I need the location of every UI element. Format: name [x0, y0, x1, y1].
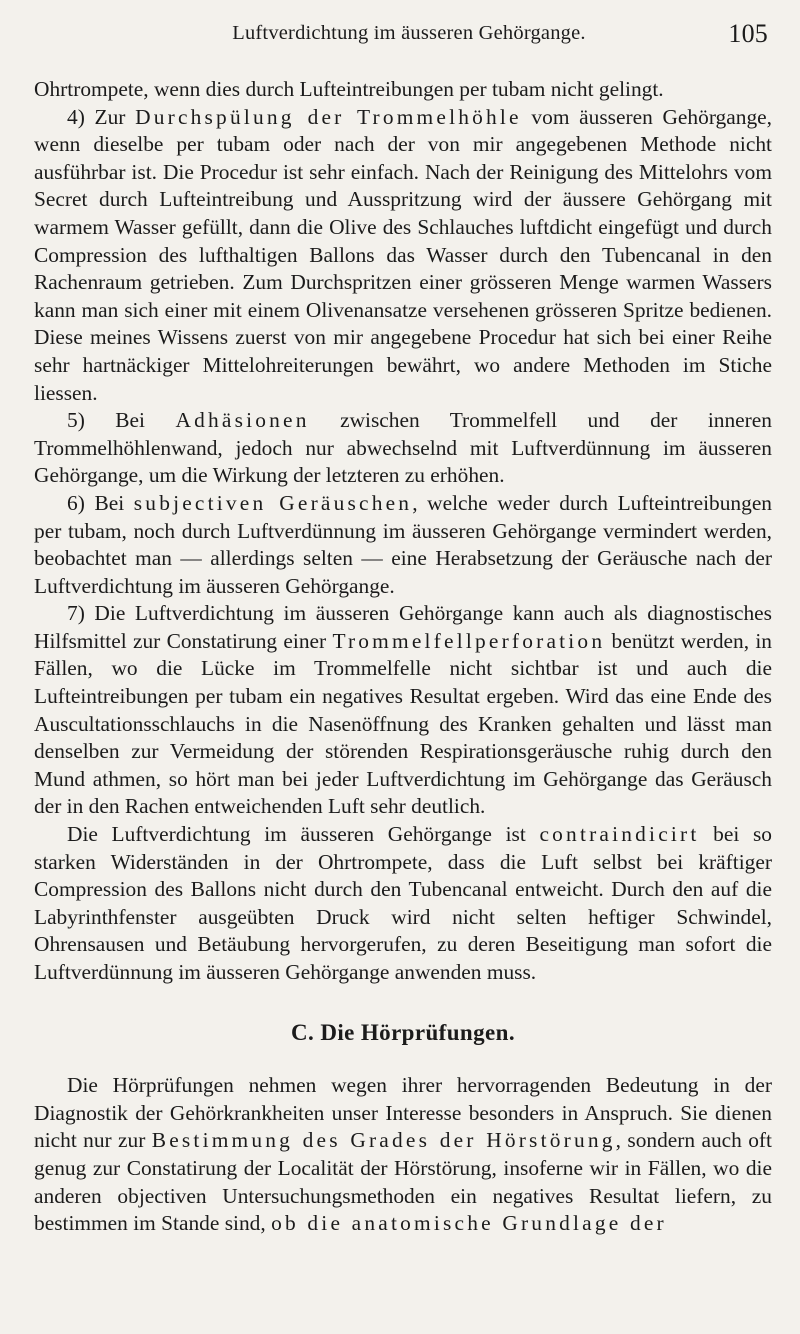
- paragraph-item-4: [34, 104, 772, 408]
- spaced-emphasis: Adhäsionen: [175, 408, 310, 433]
- paragraph-text: vom äusseren Gehörgange, wenn dieselbe per tubam oder nach der von mir angegebenen Methode nicht ausführbar ist. Die Procedur ist sehr einfach. Nach der Reinigung des Mittelohrs vom Secret durch Lufteintreibung und Ausspritzung wird der äussere Gehörgang mit warmem Wasser gefüllt, dann die Olive des Schlauches luftdicht eingefügt und durch Compression des lufthaltigen Ballons das Wasser durch den Tubencanal in den Rachenraum getrieben. Zum Durchspritzen einer grösseren Menge warmen Wassers kann man sich einer mit einem Olivenansatze versehenen grösseren Spritze bedienen. Diese meines Wissens zuerst von mir angegebene Procedur hat sich bei einer Reihe sehr hartnäckiger Mittelohreiterungen bewährt, wo andere Methoden im Stiche liessen.: [34, 104, 772, 405]
- spaced-emphasis: Bestimmung des Grades der Hörstörung: [151, 1128, 616, 1153]
- paragraph-text: benützt werden, in Fällen, wo die Lücke im Trommelfelle nicht sichtbar ist und auch die Lufteintreibungen per tubam ein negatives Resultat ergeben. Wird das eine Ende des Auscultationsschlauchs in die Nasenöffnung des Kranken gehalten und lässt man denselben zur Vermeidung der störenden Respirationsgeräusche ruhig durch den Mund athmen, so hört man bei jeder Luftverdichtung im Gehörgange das Geräusch der in den Rachen entweichenden Luft sehr deutlich.: [34, 628, 772, 819]
- item-lead: 5) Bei: [67, 408, 176, 433]
- paragraph-text: Die Hörprüfungen nehmen wegen ihrer hervorragenden Bedeutung in der Diagnostik der Gehörkrankheiten unser Interesse besonders in Anspruch. Sie dienen nicht nur zur: [34, 1073, 772, 1153]
- paragraph-text: 7) Die Luftverdichtung im äusseren Gehörgange kann auch als diagnostisches Hilfsmittel zur Constatirung einer: [34, 601, 772, 653]
- paragraph-contraindication: [34, 821, 772, 987]
- running-header: [34, 19, 772, 56]
- paragraph-text: Ohrtrompete, wenn dies durch Lufteintreibungen per tubam nicht gelingt.: [34, 77, 664, 101]
- item-lead: 4) Zur: [67, 104, 136, 129]
- spaced-emphasis: subjectiven Geräuschen: [133, 490, 413, 515]
- running-title: Luftverdichtung im äusseren Gehörgange.: [232, 22, 586, 44]
- paragraph-text: Die Luftverdichtung im äusseren Gehörgange ist: [67, 822, 540, 847]
- paragraph-text: , sondern auch oft genug zur Constatirung der Localität der Hörstörung, insoferne wir in Fällen, wo die anderen objectiven Untersuchungsmethoden ein negatives Resultat liefern, zu bestimmen im Stande sind,: [34, 1128, 772, 1236]
- spaced-emphasis: Durchspülung der Trommelhöhle: [135, 104, 522, 129]
- paragraph-item-7: [34, 600, 772, 821]
- item-lead: 6) Bei: [67, 490, 134, 515]
- section-heading: C. Die Hörprüfungen.: [291, 1019, 515, 1045]
- paragraph-text: zwischen Trommelfell und der inneren Trommelhöhlenwand, jedoch nur abwechselnd mit Luftverdünnung im äusseren Gehörgange, um die Wirkung der letzteren zu erhöhen.: [34, 408, 772, 488]
- paragraph-text: , welche weder durch Lufteintreibungen per tubam, noch durch Luftverdünnung im äusseren Gehörgange vermindert werden, beobachtet man — allerdings selten — eine Herabsetzung der Geräusche nach der Luftverdichtung im äusseren Gehörgange.: [34, 490, 773, 598]
- paragraph-hearing-tests: [34, 1072, 772, 1238]
- paragraph-item-6: [34, 490, 772, 600]
- paragraph-item-5: [34, 407, 772, 490]
- spaced-emphasis: ob die anatomische Grundlage der: [271, 1211, 667, 1236]
- spaced-emphasis: contraindicirt: [539, 822, 700, 847]
- paragraph-text: bei so starken Widerständen in der Ohrtrompete, dass die Luft selbst bei kräftiger Compression des Ballons nicht durch den Tubencanal entweicht. Durch den auf die Labyrinthfenster ausgeübten Druck wird nicht selten heftiger Schwindel, Ohrensausen und Betäubung hervorgerufen, zu deren Beseitigung man sofort die Luftverdünnung im äusseren Gehörgange anwenden muss.: [34, 822, 772, 984]
- spaced-emphasis: Trommelfellperforation: [332, 628, 606, 653]
- paragraph-continuation: [34, 76, 772, 104]
- body-text: [34, 76, 772, 1238]
- page-number: 105: [728, 19, 768, 48]
